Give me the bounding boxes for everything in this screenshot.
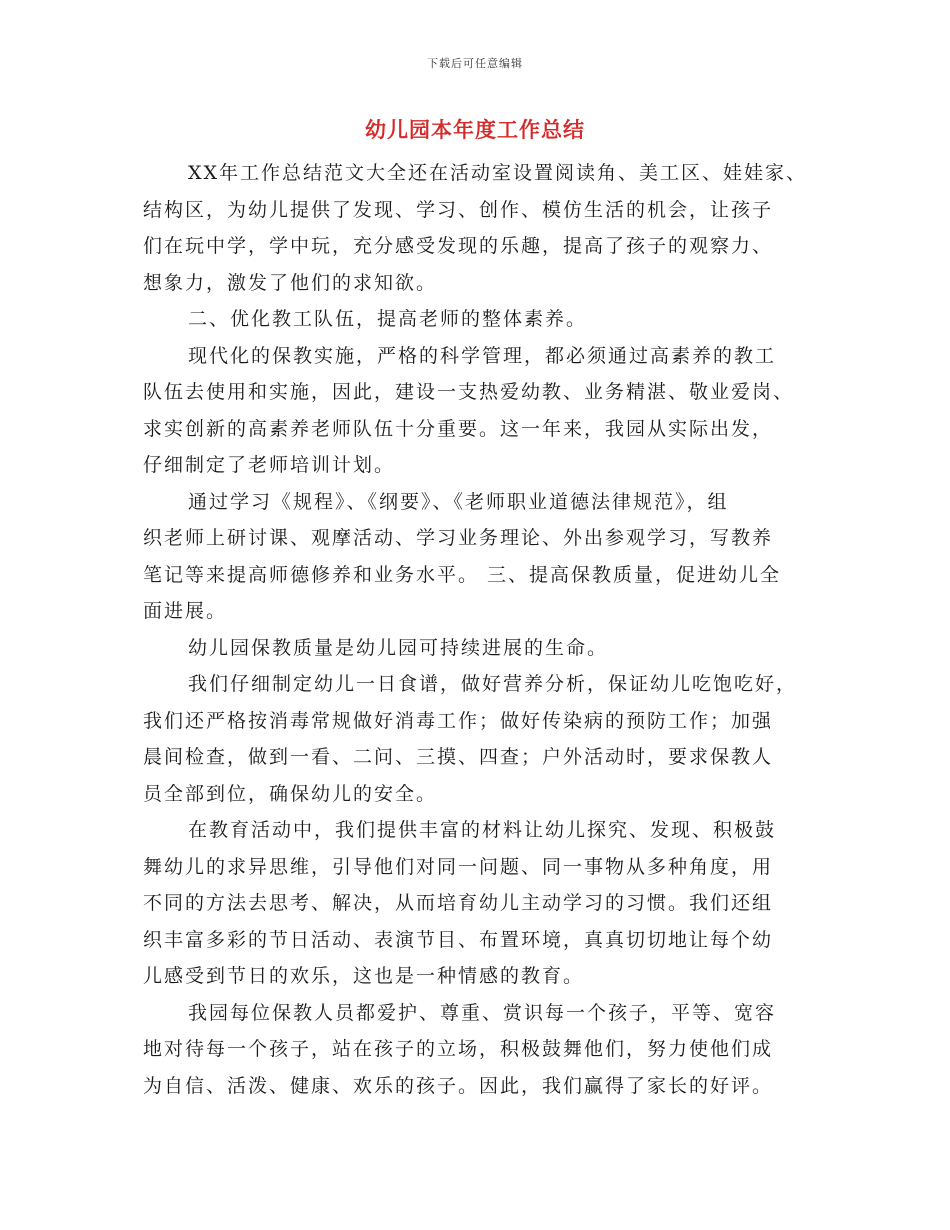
paragraph [143, 338, 810, 484]
paragraph-line: XX年工作总结范文大全还在活动室设置阅读角、美工区、娃娃家、 [188, 162, 808, 184]
paragraph-line: 织丰富多彩的节日活动、表演节目、布置环境，真真切切地让每个幼 [143, 928, 774, 951]
paragraph-line: 仔细制定了老师培训计划。 [143, 454, 396, 476]
paragraph [143, 301, 810, 338]
paragraph-line: 在教育活动中，我们提供丰富的材料让幼儿探究、发现、积极鼓 [188, 819, 777, 841]
paragraph-line: 晨间检查，做到一看、二问、三摸、四查；户外活动时，要求保教人 [143, 746, 774, 768]
paragraph [143, 484, 810, 630]
paragraph-line: 想象力，激发了他们的求知欲。 [143, 271, 438, 294]
paragraph-line: 织老师上研讨课、观摩活动、学习业务理论、外出参观学习，写教养 [143, 527, 774, 549]
paragraph-line: 我园每位保教人员都爱护、尊重、赏识每一个孩子，平等、宽容 [188, 1001, 777, 1024]
paragraph [143, 995, 810, 1105]
paragraph [143, 666, 810, 812]
paragraph-line: 员全部到位，确保幼儿的安全。 [143, 782, 438, 805]
paragraph [143, 812, 810, 995]
paragraph [143, 630, 810, 667]
paragraph-line: 通过学习《规程》、《纲要》、《老师职业道德法律规范》，组 [188, 490, 729, 513]
paragraph [143, 155, 810, 301]
section-heading: 二、优化教工队伍，提高老师的整体素养。 [188, 308, 588, 330]
header-note: 下载后可任意编辑 [427, 57, 523, 70]
paragraph-line: 儿感受到节日的欢乐，这也是一种情感的教育。 [143, 965, 585, 987]
paragraph-line: 面进展。 [143, 600, 228, 622]
paragraph-line: 我们还严格按消毒常规做好消毒工作；做好传染病的预防工作；加强 [143, 709, 774, 732]
paragraph-line: 舞幼儿的求异思维，引导他们对同一问题、同一事物从多种角度，用 [143, 855, 774, 878]
paragraph-line: 现代化的保教实施，严格的科学管理，都必须通过高素养的教工 [188, 344, 777, 367]
paragraph-line: 结构区，为幼儿提供了发现、学习、创作、模仿生活的机会，让孩子 [143, 198, 774, 221]
paragraph-line: 不同的方法去思考、解决，从而培育幼儿主动学习的习惯。我们还组 [143, 892, 774, 914]
paragraph-line: 为自信、活泼、健康、欢乐的孩子。因此，我们赢得了家长的好评。 [143, 1074, 774, 1097]
paragraph-line: 笔记等来提高师德修养和业务水平。 三、提高保教质量，促进幼儿全 [143, 563, 782, 586]
paragraph-line: 我们仔细制定幼儿一日食谱，做好营养分析，保证幼儿吃饱吃好， [188, 673, 798, 695]
document-body [143, 155, 810, 1104]
paragraph-line: 求实创新的高素养老师队伍十分重要。这一年来，我园从实际出发， [143, 417, 774, 440]
paragraph-line: 们在玩中学，学中玩，充分感受发现的乐趣，提高了孩子的观察力、 [143, 235, 774, 257]
paragraph-line: 地对待每一个孩子，站在孩子的立场，积极鼓舞他们，努力使他们成 [143, 1038, 774, 1060]
document-title: 幼儿园本年度工作总结 [365, 118, 585, 142]
paragraph-line: 队伍去使用和实施，因此，建设一支热爱幼教、业务精湛、敬业爱岗、 [143, 381, 795, 403]
paragraph-line: 幼儿园保教质量是幼儿园可持续进展的生命。 [188, 636, 609, 659]
